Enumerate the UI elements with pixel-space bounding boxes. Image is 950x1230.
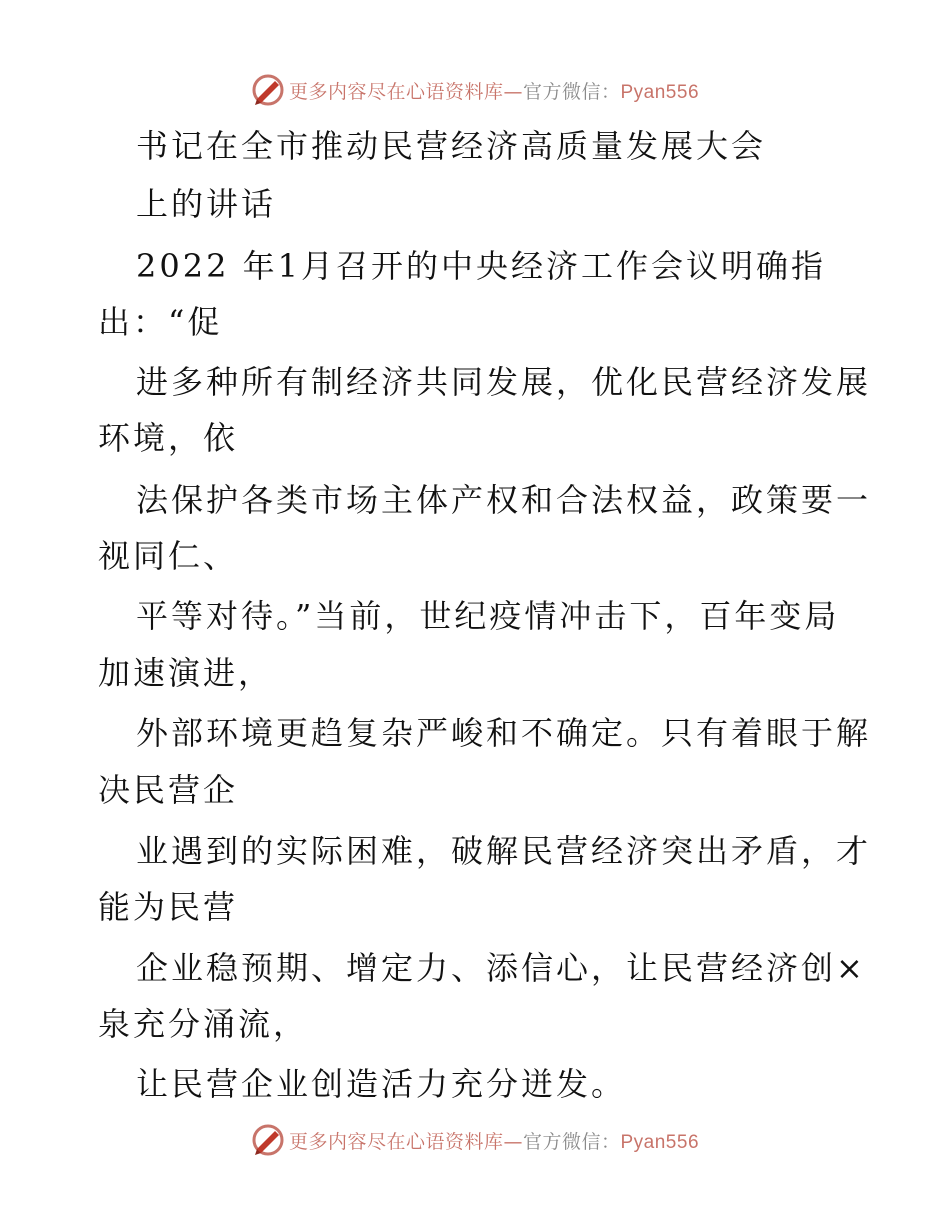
watermark-text: 更多内容尽在心语资料库—官方微信：Pyan556 <box>288 1130 700 1153</box>
text-line: 让民营企业创造活力充分迸发。 <box>136 1065 627 1103</box>
text-line: 平等对待。”当前，世纪疫情冲击下，百年变局 <box>136 597 840 635</box>
text-line: 能为民营 <box>98 888 239 926</box>
text-line: 上的讲话 <box>136 185 277 223</box>
pen-logo-icon <box>251 1123 285 1157</box>
text-line: 法保护各类市场主体产权和合法权益，政策要一 <box>136 481 872 519</box>
header-watermark <box>0 70 950 110</box>
watermark-text: 更多内容尽在心语资料库—官方微信：Pyan556 <box>288 80 700 103</box>
text-line: 视同仁、 <box>98 537 239 575</box>
text-line: 环境，依 <box>98 419 239 457</box>
text-line: 出：“促 <box>98 303 223 341</box>
text-line: 决民营企 <box>98 771 239 809</box>
text-line: 书记在全市推动民营经济高质量发展大会 <box>136 127 767 165</box>
footer-watermark <box>0 1120 950 1160</box>
text-line: 企业稳预期、增定力、添信心，让民营经济创× <box>136 949 866 987</box>
text-line: 2022 年1月召开的中央经济工作会议明确指 <box>136 247 826 285</box>
pen-logo-icon <box>251 73 285 107</box>
text-line: 加速演进， <box>98 654 274 692</box>
text-line: 业遇到的实际困难，破解民营经济突出矛盾，才 <box>136 832 872 870</box>
text-line: 泉充分涌流， <box>98 1005 309 1043</box>
text-line: 外部环境更趋复杂严峻和不确定。只有着眼于解 <box>136 714 872 752</box>
text-line: 进多种所有制经济共同发展，优化民营经济发展 <box>136 363 872 401</box>
